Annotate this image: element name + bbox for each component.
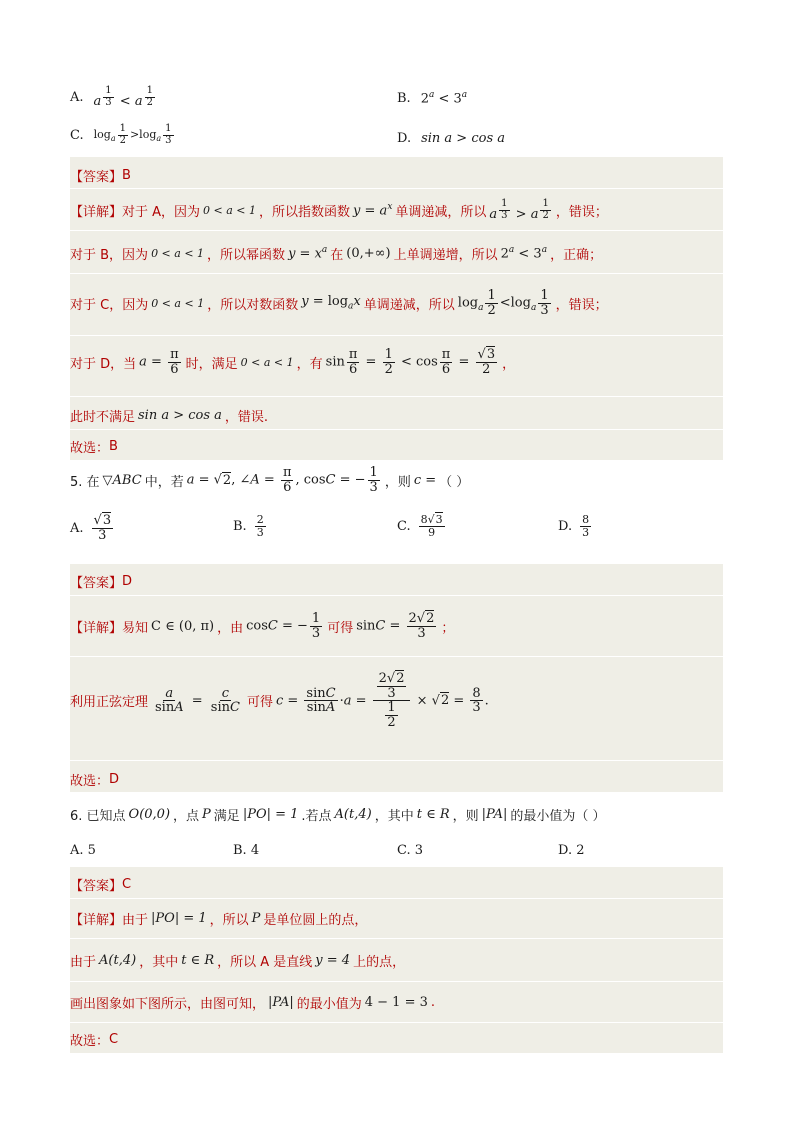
text: .: [430, 995, 436, 1010]
math-expr: |PO| = 1: [242, 807, 299, 822]
divider: [70, 656, 723, 657]
text: ，由: [217, 620, 244, 636]
text: 易知: [122, 620, 149, 636]
text: 在: [330, 248, 344, 263]
math-expr: A(t,4): [99, 953, 137, 968]
math-expr: $y = x^a$: [288, 245, 328, 262]
text: ，所以: [209, 913, 249, 928]
divider: [70, 1022, 723, 1023]
q5-answer-line: [70, 572, 132, 591]
q4-detail-a: [70, 199, 608, 222]
answer-value: D: [109, 772, 120, 787]
math-expr: $\log_a$ $\frac{1}{2}$ $>\log_a$ $\frac{1}{3}$: [93, 123, 172, 146]
answer-label: 【答案】: [70, 879, 123, 894]
text: .若点: [301, 809, 332, 824]
q5-option-c: [397, 514, 447, 538]
divider: [70, 938, 723, 939]
math-expr: $\frac{2}{3}$: [256, 513, 264, 539]
q5-detail-1: [70, 612, 454, 640]
math-expr: $\frac{8√3}{9}$: [420, 513, 443, 539]
text: 对于 B，因为: [70, 248, 149, 263]
q4-option-a: [70, 86, 157, 109]
math-expr: sin a > cos a: [138, 408, 222, 423]
math-expr: c = $\frac{\sin C}{\sin A}$ ·a = $\frac{\frac{2√2}{3}}{\frac{1}{2}}$ × √2 = $\frac{8}{3}$ .: [275, 671, 489, 730]
q5-detail-2: [70, 672, 492, 730]
q6-option-b: B. 4: [233, 843, 260, 858]
text: 画出图象如下图所示，由图可知，: [70, 997, 266, 1012]
q5-option-a: [70, 514, 115, 542]
math-expr: |PA|: [268, 995, 294, 1010]
q4-detail-c: [70, 289, 608, 317]
math-expr: P: [251, 911, 261, 926]
option-label: A.: [70, 89, 84, 105]
q4-choose: [70, 437, 118, 456]
math-expr: a $^{\frac{1}{3}}$ < a $^{\frac{1}{2}}$: [93, 85, 153, 109]
q4-option-b: [397, 90, 467, 106]
math-expr: $y = \log_ax$: [301, 294, 361, 312]
option-label: C.: [397, 518, 411, 534]
math-expr: ▽ABC: [102, 472, 142, 488]
text: （ ）: [439, 474, 470, 490]
text: ，所以对数函数: [207, 297, 299, 313]
answer-value: B: [109, 439, 118, 454]
answer-label: 【答案】: [70, 170, 123, 185]
q6-detail-2: [70, 951, 405, 970]
math-expr: sinC = $\frac{2√2}{3}$: [356, 611, 435, 641]
text: 6. 已知点: [70, 809, 126, 824]
q5-option-d: [558, 514, 593, 538]
text: ，其中: [374, 809, 414, 824]
text: ；: [441, 620, 455, 636]
text: 上的点，: [353, 955, 406, 970]
text: ，则: [384, 474, 411, 490]
q6-option-c: C. 3: [397, 843, 424, 858]
q6-answer-line: [70, 875, 131, 894]
answer-label: 【答案】: [70, 576, 123, 591]
q6-choose: [70, 1030, 118, 1049]
math-expr: $2^a < 3^a$: [420, 90, 468, 107]
math-expr: (0,+∞): [346, 246, 391, 261]
text: 上单调递增，所以: [393, 248, 498, 263]
text: ，错误.: [224, 410, 269, 425]
text: 对于 C，因为: [70, 297, 149, 313]
math-expr: a = $\frac{\pi}{6}$: [139, 347, 179, 377]
text: ，有: [296, 356, 323, 372]
math-expr: $2^a < 3^a$: [500, 245, 548, 262]
text: ，所以幂函数: [207, 248, 286, 263]
text: 单调递减，所以: [363, 297, 455, 313]
text: 此时不满足: [70, 410, 136, 425]
text: ，点: [173, 809, 200, 824]
divider: [70, 898, 723, 899]
detail-label: 【详解】: [70, 204, 123, 220]
text: 单调递减，所以: [395, 204, 487, 220]
math-expr: y = 4: [315, 953, 351, 968]
math-expr: a = √2, ∠A = $\frac{\pi}{6}$ , cosC = − $\frac{1}{3}$: [186, 465, 378, 495]
math-expr: 4 − 1 = 3: [364, 995, 428, 1010]
q4-answer-line: [70, 166, 131, 185]
option-label: D.: [397, 131, 412, 146]
text: 故选：: [70, 1034, 110, 1049]
math-expr: a $^{\frac{1}{3}}$ > a $^{\frac{1}{2}}$: [489, 198, 549, 222]
text: 时，满足: [185, 356, 238, 372]
text: 是单位圆上的点，: [263, 913, 368, 928]
q4-option-d: [397, 131, 505, 146]
q5-stem: [70, 466, 469, 494]
q6-option-d: D. 2: [558, 843, 585, 858]
text: ，所以 A 是直线: [217, 955, 313, 970]
option-label: D.: [558, 518, 573, 534]
math-expr: $\frac{a}{\sin A}$ = $\frac{c}{\sin C}$: [155, 685, 240, 716]
math-expr: P: [202, 807, 211, 822]
text: 由于: [122, 913, 149, 928]
option-label: B.: [233, 518, 247, 534]
math-expr: cosC = − $\frac{1}{3}$: [246, 611, 321, 641]
text: 对于 A，因为: [122, 204, 201, 220]
math-expr: O(0,0): [128, 807, 171, 822]
q4-option-c: [70, 124, 176, 146]
q4-detail-d: [70, 348, 515, 376]
math-expr: 0 < a < 1: [151, 247, 205, 260]
math-expr: $\frac{√3}{3}$: [93, 513, 112, 543]
text: ，其中: [139, 955, 179, 970]
divider: [70, 230, 723, 231]
option-label: C.: [70, 127, 84, 143]
q4-detail-b: [70, 244, 602, 263]
detail-label: 【详解】: [70, 620, 123, 636]
divider: [70, 429, 723, 430]
q5-option-b: [233, 514, 268, 538]
math-expr: |PO| = 1: [151, 911, 207, 926]
math-expr: $\log_a$ $\frac{1}{2}$ $<\log_a$ $\frac{1}{3}$: [457, 288, 549, 318]
math-expr: $y = a^x$: [353, 202, 393, 219]
answer-value: D: [122, 574, 133, 589]
text: 可得: [327, 620, 354, 636]
text: ，则: [452, 809, 479, 824]
divider: [70, 335, 723, 336]
text: 中，若: [144, 474, 184, 490]
math-expr: t ∈ R: [181, 953, 215, 968]
text: 5. 在: [70, 474, 100, 490]
text: ，: [502, 356, 516, 372]
text: 故选：: [70, 441, 110, 456]
math-expr: c =: [413, 472, 437, 488]
answer-value: B: [122, 168, 131, 183]
math-expr: t ∈ R: [416, 807, 450, 822]
math-expr: sin a > cos a: [421, 131, 505, 146]
text: 可得: [246, 695, 273, 711]
option-label: B.: [397, 90, 411, 106]
answer-value: C: [109, 1032, 119, 1047]
math-expr: A(t,4): [334, 807, 372, 822]
math-expr: 0 < a < 1: [240, 355, 294, 369]
text: ，所以指数函数: [259, 204, 351, 220]
option-label: A.: [70, 520, 84, 536]
q5-choose: [70, 770, 119, 789]
math-expr: |PA|: [481, 807, 508, 822]
text: 由于: [70, 955, 97, 970]
answer-value: C: [122, 877, 132, 892]
divider: [70, 188, 723, 189]
text: 故选：: [70, 774, 110, 789]
text: 满足: [213, 809, 240, 824]
divider: [70, 595, 723, 596]
text: ，错误；: [555, 204, 608, 220]
divider: [70, 273, 723, 274]
text: 对于 D，当: [70, 356, 137, 372]
detail-label: 【详解】: [70, 913, 123, 928]
math-expr: sin $\frac{\pi}{6}$ = $\frac{1}{2}$ < cos $\frac{\pi}{6}$ = $\frac{√3}{2}$: [325, 347, 496, 377]
q4-detail-e: [70, 406, 268, 425]
text: ，错误；: [555, 297, 608, 313]
divider: [70, 760, 723, 761]
q6-option-a: A. 5: [70, 843, 96, 858]
q6-detail-3: [70, 993, 435, 1012]
text: 利用正弦定理: [70, 695, 149, 711]
math-expr: $\frac{8}{3}$: [582, 513, 590, 539]
text: 的最小值为（ ）: [510, 809, 606, 824]
math-expr: 0 < a < 1: [151, 296, 205, 310]
text: 的最小值为: [296, 997, 362, 1012]
q6-stem: [70, 805, 606, 824]
text: ，正确；: [550, 248, 603, 263]
q6-detail-1: [70, 909, 367, 928]
divider: [70, 981, 723, 982]
math-expr: 0 < a < 1: [203, 203, 257, 217]
math-expr: C ∈ (0, π): [151, 618, 215, 634]
divider: [70, 396, 723, 397]
